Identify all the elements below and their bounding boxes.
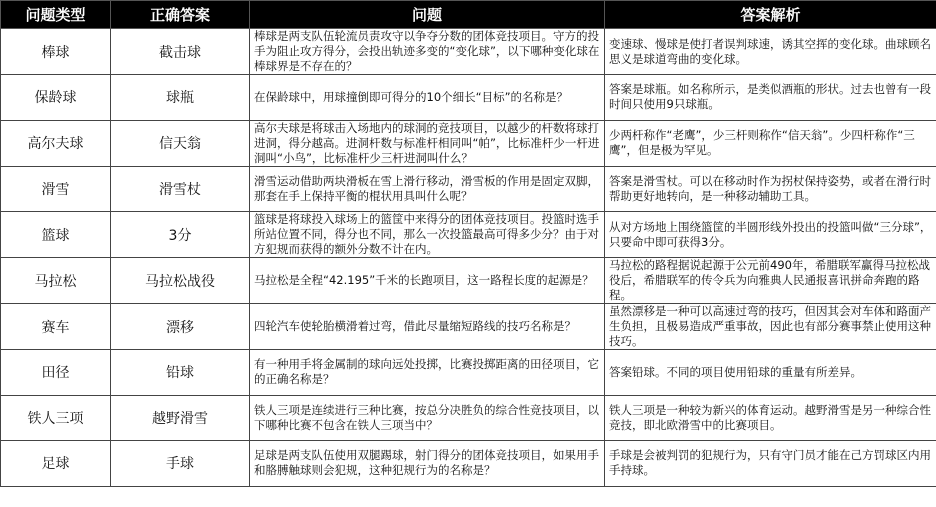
cell-question: 铁人三项是连续进行三种比赛，按总分决胜负的综合性竞技项目，以下哪种比赛不包含在铁人三项当中？ [250,395,605,441]
cell-question: 滑雪运动借助两块滑板在雪上滑行移动，滑雪板的作用是固定双脚，那套在手上保持平衡的棍状用具叫什么呢？ [250,166,605,212]
cell-answer: 手球 [111,441,250,487]
cell-answer: 越野滑雪 [111,395,250,441]
cell-type: 篮球 [1,212,111,258]
cell-explanation: 答案是球瓶。如名称所示，是类似酒瓶的形状。过去也曾有一段时间只使用9只球瓶。 [605,75,936,121]
table-row [1,166,936,212]
header-explanation: 答案解析 [605,1,936,29]
cell-question: 在保龄球中，用球撞倒即可得分的10个细长“目标”的名称是？ [250,75,605,121]
cell-explanation: 手球是会被判罚的犯规行为，只有守门员才能在己方罚球区内用手持球。 [605,441,936,487]
cell-answer: 信天翁 [111,120,250,166]
cell-question: 高尔夫球是将球击入场地内的球洞的竞技项目，以越少的杆数将球打进洞，得分越高。进洞杆数与标准杆相同叫“帕”，比标准杆少一杆进洞叫“小鸟”，比标准杆少三杆进洞叫什么？ [250,120,605,166]
cell-type: 滑雪 [1,166,111,212]
cell-answer: 滑雪杖 [111,166,250,212]
cell-answer: 截击球 [111,29,250,75]
cell-answer: 球瓶 [111,75,250,121]
cell-explanation: 马拉松的路程据说起源于公元前490年，希腊联军赢得马拉松战役后，希腊联军的传令兵为向雅典人民通报喜讯拼命奔跑的路程。 [605,258,936,304]
table-row [1,120,936,166]
table-row [1,304,936,350]
header-row [1,1,936,29]
cell-question: 篮球是将球投入球场上的篮筐中来得分的团体竞技项目。投篮时选手所站位置不同，得分也不同，那么一次投篮最高可得多少分？由于对方犯规而获得的额外分数不计在内。 [250,212,605,258]
table-row [1,75,936,121]
cell-explanation: 少两杆称作“老鹰”，少三杆则称作“信天翁”。少四杆称作“三鹰”，但是极为罕见。 [605,120,936,166]
cell-type: 赛车 [1,304,111,350]
header-correct-answer: 正确答案 [111,1,250,29]
table-row [1,395,936,441]
cell-question: 马拉松是全程“42.195”千米的长跑项目，这一路程长度的起源是？ [250,258,605,304]
cell-explanation: 铁人三项是一种较为新兴的体育运动。越野滑雪是另一种综合性竞技，即北欧滑雪中的比赛项目。 [605,395,936,441]
header-question: 问题 [250,1,605,29]
cell-type: 铁人三项 [1,395,111,441]
table-row [1,258,936,304]
cell-answer: 3分 [111,212,250,258]
table-row [1,441,936,487]
cell-type: 马拉松 [1,258,111,304]
cell-type: 棒球 [1,29,111,75]
cell-answer: 马拉松战役 [111,258,250,304]
cell-explanation: 虽然漂移是一种可以高速过弯的技巧，但因其会对车体和路面产生负担，且极易造成严重事故，因此也有部分赛事禁止使用这种技巧。 [605,304,936,350]
cell-question: 足球是两支队伍使用双腿踢球，射门得分的团体竞技项目，如果用手和胳膊触球则会犯规，这种犯规行为的名称是？ [250,441,605,487]
cell-type: 田径 [1,350,111,396]
cell-explanation: 答案铅球。不同的项目使用铅球的重量有所差异。 [605,350,936,396]
cell-answer: 漂移 [111,304,250,350]
cell-answer: 铅球 [111,350,250,396]
header-question-type: 问题类型 [1,1,111,29]
cell-type: 保龄球 [1,75,111,121]
cell-type: 高尔夫球 [1,120,111,166]
cell-question: 有一种用手将金属制的球向远处投掷，比赛投掷距离的田径项目，它的正确名称是？ [250,350,605,396]
cell-type: 足球 [1,441,111,487]
table-row [1,350,936,396]
cell-question: 四轮汽车使轮胎横滑着过弯，借此尽量缩短路线的技巧名称是？ [250,304,605,350]
cell-explanation: 变速球、慢球是使打者误判球速，诱其空挥的变化球。曲球顾名思义是球道弯曲的变化球。 [605,29,936,75]
table-row [1,212,936,258]
cell-explanation: 答案是滑雪杖。可以在移动时作为拐杖保持姿势，或者在滑行时帮助更好地转向，是一种移动辅助工具。 [605,166,936,212]
table-row [1,29,936,75]
cell-question: 棒球是两支队伍轮流员责攻守以争夺分数的团体竞技项目。守方的投手为阻止攻方得分，会投出轨迹多变的“变化球”，以下哪种变化球在棒球界是不存在的？ [250,29,605,75]
cell-explanation: 从对方场地上围绕篮筐的半圆形线外投出的投篮叫做“三分球”，只要命中即可获得3分。 [605,212,936,258]
